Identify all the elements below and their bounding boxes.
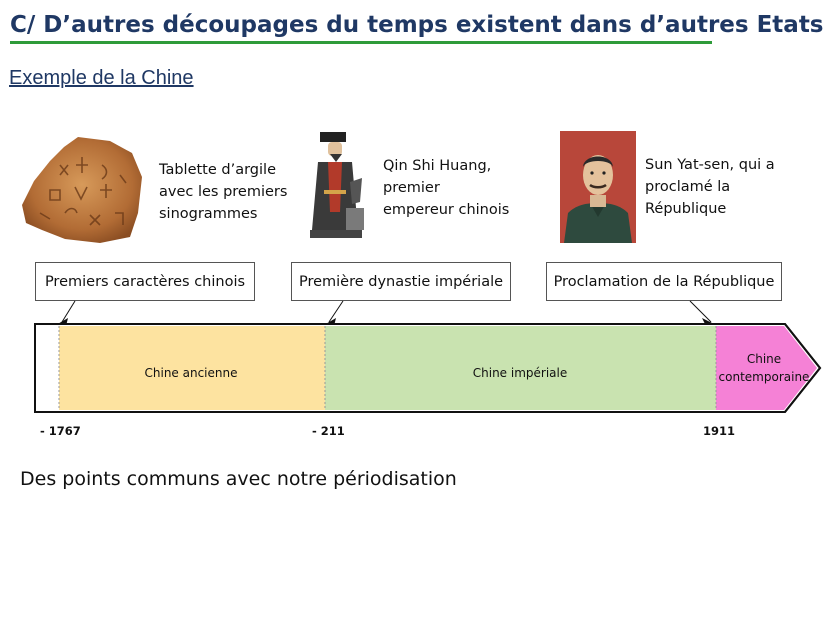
tablet-caption-line: sinogrammes (159, 206, 258, 222)
arrow-first-dynasty (329, 301, 343, 322)
sun-caption-line: Sun Yat-sen, qui a (645, 157, 775, 173)
sun-yat-sen-portrait (560, 131, 636, 243)
period-imperial-label: Chine impériale (472, 366, 568, 380)
period-contemporary-band (716, 326, 817, 410)
first-characters-label: Premiers caractères chinois (35, 262, 255, 301)
qin-shi-huang-portrait (306, 132, 368, 242)
sun-caption-line: République (645, 201, 727, 217)
sun-caption (645, 154, 775, 220)
qin-caption-line: empereur chinois (383, 202, 510, 218)
tablet-caption-line: Tablette d’argile (159, 162, 276, 178)
clay-tablet-image (20, 135, 145, 245)
conclusion-text: Des points communs avec notre périodisation (20, 468, 457, 490)
qin-caption-line: premier (383, 180, 440, 196)
republic-label: Proclamation de la République (546, 262, 782, 301)
page-title: C/ D’autres découpages du temps existent dans d’autres Etats (10, 12, 824, 38)
date-first-dynasty: - 211 (312, 424, 345, 438)
sun-caption-line: proclamé la (645, 179, 731, 195)
arrow-first-characters (62, 301, 75, 322)
period-ancient-label: Chine ancienne (144, 366, 238, 380)
qin-caption-line: Qin Shi Huang, (383, 158, 492, 174)
qin-caption (383, 155, 509, 221)
tablet-caption-line: avec les premiers (159, 184, 288, 200)
period-contemporary-label-line2: contemporaine (718, 370, 810, 384)
tablet-caption (159, 159, 287, 225)
timeline (0, 300, 828, 420)
arrow-republic (690, 301, 711, 322)
period-contemporary-label-line1: Chine (746, 352, 782, 366)
page-subtitle: Exemple de la Chine (9, 67, 194, 89)
date-first-characters: - 1767 (40, 424, 81, 438)
first-dynasty-label: Première dynastie impériale (291, 262, 511, 301)
title-underline (10, 41, 712, 44)
date-republic: 1911 (703, 424, 736, 438)
